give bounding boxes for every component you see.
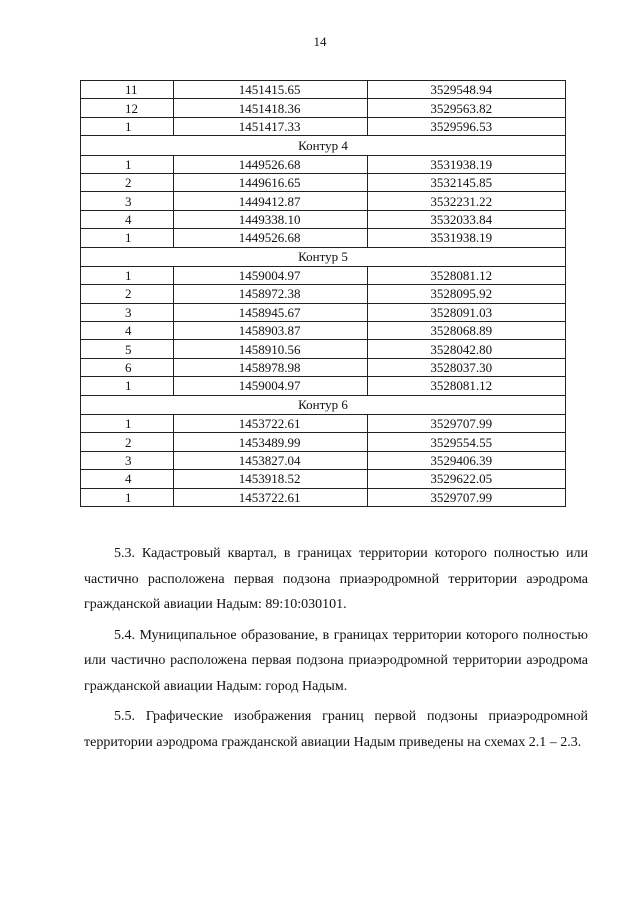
- x-coordinate-cell: 1451417.33: [173, 117, 368, 135]
- point-number-cell: 1: [81, 488, 174, 506]
- x-coordinate-cell: 1453918.52: [173, 470, 368, 488]
- table-row: [81, 415, 566, 433]
- y-coordinate-cell: 3529707.99: [368, 415, 566, 433]
- table-row: [81, 470, 566, 488]
- table-row: [81, 377, 566, 395]
- x-coordinate-cell: 1449338.10: [173, 210, 368, 228]
- table-row: [81, 229, 566, 247]
- y-coordinate-cell: 3529622.05: [368, 470, 566, 488]
- x-coordinate-cell: 1458978.98: [173, 358, 368, 376]
- point-number-cell: 11: [81, 81, 174, 99]
- x-coordinate-cell: 1451418.36: [173, 99, 368, 117]
- y-coordinate-cell: 3528068.89: [368, 322, 566, 340]
- table-row: [81, 488, 566, 506]
- y-coordinate-cell: 3532033.84: [368, 210, 566, 228]
- x-coordinate-cell: 1449526.68: [173, 229, 368, 247]
- table-row: [81, 266, 566, 284]
- x-coordinate-cell: 1449616.65: [173, 173, 368, 191]
- y-coordinate-cell: 3528091.03: [368, 303, 566, 321]
- point-number-cell: 4: [81, 322, 174, 340]
- point-number-cell: 5: [81, 340, 174, 358]
- paragraph-municipality: 5.4. Муниципальное образование, в границах территории которого полностью или частично расположена первая подзона приаэродромной территории аэродрома гражданской авиации Надым: город Надым.: [84, 627, 588, 694]
- table-row: [81, 285, 566, 303]
- x-coordinate-cell: 1453827.04: [173, 451, 368, 469]
- y-coordinate-cell: 3532145.85: [368, 173, 566, 191]
- contour-header-row: [81, 247, 566, 266]
- y-coordinate-cell: 3531938.19: [368, 155, 566, 173]
- table-row: [81, 173, 566, 191]
- x-coordinate-cell: 1449526.68: [173, 155, 368, 173]
- y-coordinate-cell: 3529548.94: [368, 81, 566, 99]
- x-coordinate-cell: 1458910.56: [173, 340, 368, 358]
- point-number-cell: 6: [81, 358, 174, 376]
- x-coordinate-cell: 1453722.61: [173, 488, 368, 506]
- point-number-cell: 3: [81, 451, 174, 469]
- point-number-cell: 1: [81, 229, 174, 247]
- coordinates-table-body: [81, 81, 566, 507]
- table-row: [81, 99, 566, 117]
- contour-title: Контур 4: [81, 136, 566, 155]
- table-row: [81, 358, 566, 376]
- x-coordinate-cell: 1451415.65: [173, 81, 368, 99]
- x-coordinate-cell: 1458972.38: [173, 285, 368, 303]
- point-number-cell: 2: [81, 433, 174, 451]
- x-coordinate-cell: 1458945.67: [173, 303, 368, 321]
- point-number-cell: 4: [81, 210, 174, 228]
- body-text: [84, 541, 588, 755]
- paragraph-cadastral-quarter: 5.3. Кадастровый квартал, в границах территории которого полностью или частично расположена первая подзона приаэродромной территории аэродрома гражданской авиации Надым: 89:10:030101.: [84, 546, 588, 612]
- point-number-cell: 12: [81, 99, 174, 117]
- y-coordinate-cell: 3529554.55: [368, 433, 566, 451]
- table-row: [81, 303, 566, 321]
- table-row: [81, 340, 566, 358]
- point-number-cell: 1: [81, 117, 174, 135]
- contour-header-row: [81, 136, 566, 155]
- x-coordinate-cell: 1459004.97: [173, 266, 368, 284]
- x-coordinate-cell: 1459004.97: [173, 377, 368, 395]
- x-coordinate-cell: 1453489.99: [173, 433, 368, 451]
- page-number: 14: [313, 34, 327, 49]
- y-coordinate-cell: 3529596.53: [368, 117, 566, 135]
- paragraph-graphic-schemes: 5.5. Графические изображения границ первой подзоны приаэродромной территории аэродрома гражданской авиации Надым приведены на схемах 2.1 – 2.3.: [84, 709, 588, 750]
- contour-header-row: [81, 395, 566, 414]
- contour-title: Контур 6: [81, 395, 566, 414]
- point-number-cell: 3: [81, 192, 174, 210]
- contour-title: Контур 5: [81, 247, 566, 266]
- point-number-cell: 1: [81, 377, 174, 395]
- table-row: [81, 192, 566, 210]
- y-coordinate-cell: 3528081.12: [368, 266, 566, 284]
- y-coordinate-cell: 3529707.99: [368, 488, 566, 506]
- y-coordinate-cell: 3529563.82: [368, 99, 566, 117]
- x-coordinate-cell: 1453722.61: [173, 415, 368, 433]
- point-number-cell: 2: [81, 285, 174, 303]
- y-coordinate-cell: 3528037.30: [368, 358, 566, 376]
- table-row: [81, 322, 566, 340]
- point-number-cell: 1: [81, 155, 174, 173]
- y-coordinate-cell: 3528081.12: [368, 377, 566, 395]
- point-number-cell: 2: [81, 173, 174, 191]
- x-coordinate-cell: 1449412.87: [173, 192, 368, 210]
- y-coordinate-cell: 3531938.19: [368, 229, 566, 247]
- point-number-cell: 3: [81, 303, 174, 321]
- table-row: [81, 433, 566, 451]
- point-number-cell: 4: [81, 470, 174, 488]
- point-number-cell: 1: [81, 415, 174, 433]
- x-coordinate-cell: 1458903.87: [173, 322, 368, 340]
- point-number-cell: 1: [81, 266, 174, 284]
- table-row: [81, 210, 566, 228]
- table-row: [81, 155, 566, 173]
- table-row: [81, 81, 566, 99]
- y-coordinate-cell: 3528042.80: [368, 340, 566, 358]
- table-row: [81, 451, 566, 469]
- y-coordinate-cell: 3532231.22: [368, 192, 566, 210]
- coordinates-table: [80, 80, 566, 507]
- table-row: [81, 117, 566, 135]
- y-coordinate-cell: 3529406.39: [368, 451, 566, 469]
- y-coordinate-cell: 3528095.92: [368, 285, 566, 303]
